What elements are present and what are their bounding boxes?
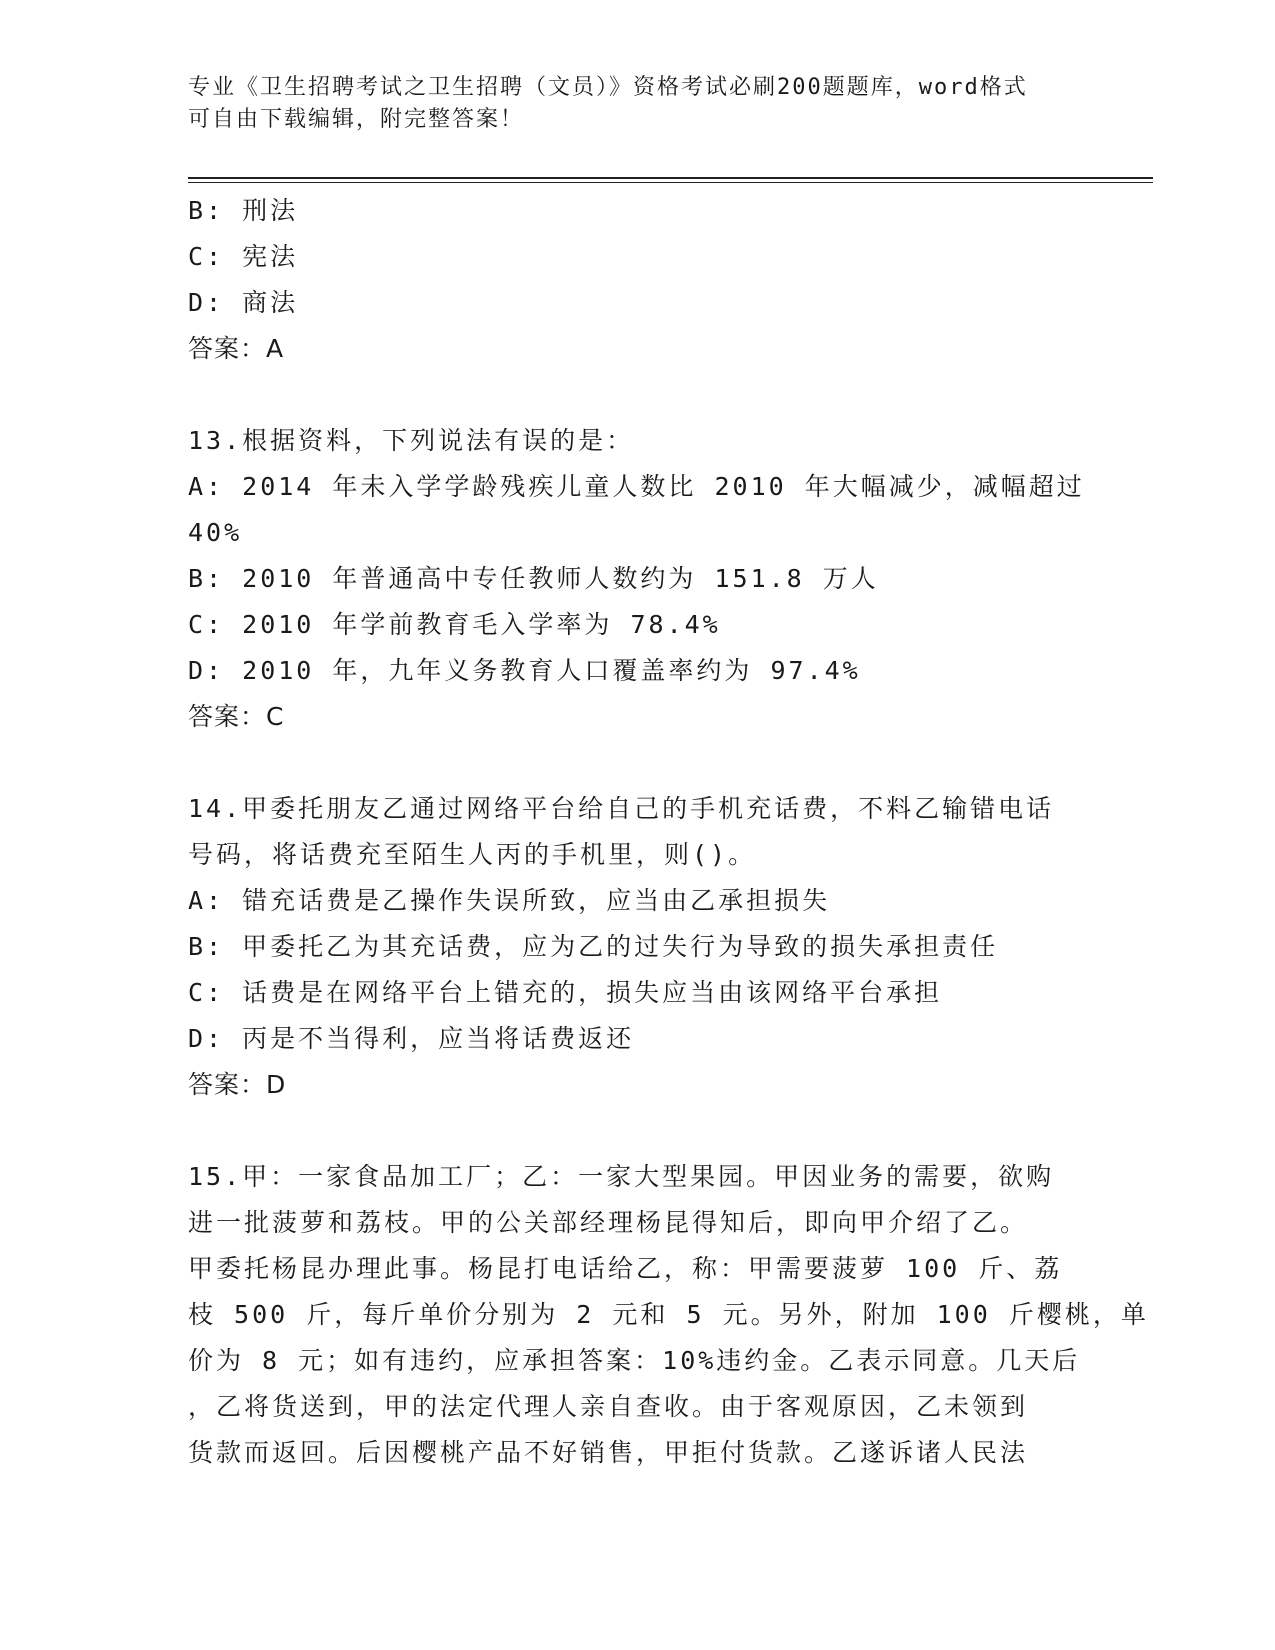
document-header (188, 72, 1088, 136)
option-b: B: 甲委托乙为其充话费，应为乙的过失行为导致的损失承担责任 (188, 932, 999, 961)
option-c: C: 宪法 (188, 242, 299, 271)
option-d: D: 2010 年，九年义务教育人口覆盖率约为 97.4% (188, 656, 861, 685)
option-c: C: 话费是在网络平台上错充的，损失应当由该网络平台承担 (188, 978, 943, 1007)
option-a-continued: 40% (188, 518, 243, 547)
spacer (188, 740, 1088, 786)
question-stem-line: ，乙将货送到，甲的法定代理人亲自查收。由于客观原因，乙未领到 (188, 1392, 1029, 1421)
option-b: B: 刑法 (188, 196, 299, 225)
question-15 (188, 1154, 1149, 1476)
header-line-2: 可自由下载编辑，附完整答案！ (188, 107, 525, 132)
question-14 (188, 786, 1088, 1108)
spacer (188, 1108, 1088, 1154)
question-stem-line: 进一批菠萝和荔枝。甲的公关部经理杨昆得知后，即向甲介绍了乙。 (188, 1208, 1029, 1237)
question-stem-line: 14.甲委托朋友乙通过网络平台给自己的手机充话费，不料乙输错电话 (188, 794, 1055, 823)
question-stem-line: 甲委托杨昆办理此事。杨昆打电话给乙，称：甲需要菠萝 100 斤、荔 (188, 1254, 1063, 1283)
header-divider-thick (188, 177, 1153, 179)
header-line-1: 专业《卫生招聘考试之卫生招聘（文员）》资格考试必刷200题题库，word格式 (188, 75, 1028, 100)
option-b: B: 2010 年普通高中专任教师人数约为 151.8 万人 (188, 564, 879, 593)
option-a: A: 错充话费是乙操作失误所致，应当由乙承担损失 (188, 886, 831, 915)
answer: 答案：C (188, 702, 285, 731)
question-12 (188, 188, 1088, 372)
question-stem-line: 号码，将话费充至陌生人丙的手机里，则()。 (188, 840, 757, 869)
answer: 答案：D (188, 1070, 287, 1099)
question-stem-line: 15.甲：一家食品加工厂；乙：一家大型果园。甲因业务的需要，欲购 (188, 1162, 1055, 1191)
question-content (188, 188, 1149, 1476)
option-d: D: 丙是不当得利，应当将话费返还 (188, 1024, 635, 1053)
question-stem-line: 价为 8 元；如有违约，应承担答案：10%违约金。乙表示同意。几天后 (188, 1346, 1081, 1375)
header-divider-thin (188, 182, 1153, 183)
question-stem-line: 货款而返回。后因樱桃产品不好销售，甲拒付货款。乙遂诉诸人民法 (188, 1438, 1029, 1467)
option-d: D: 商法 (188, 288, 299, 317)
option-c: C: 2010 年学前教育毛入学率为 78.4% (188, 610, 721, 639)
question-stem: 13.根据资料，下列说法有误的是： (188, 426, 635, 455)
spacer (188, 372, 1088, 418)
question-stem-line: 枝 500 斤，每斤单价分别为 2 元和 5 元。另外，附加 100 斤樱桃，单 (188, 1300, 1149, 1329)
question-13 (188, 418, 1088, 740)
answer: 答案：A (188, 334, 285, 363)
option-a: A: 2014 年未入学学龄残疾儿童人数比 2010 年大幅减少，减幅超过 (188, 472, 1085, 501)
